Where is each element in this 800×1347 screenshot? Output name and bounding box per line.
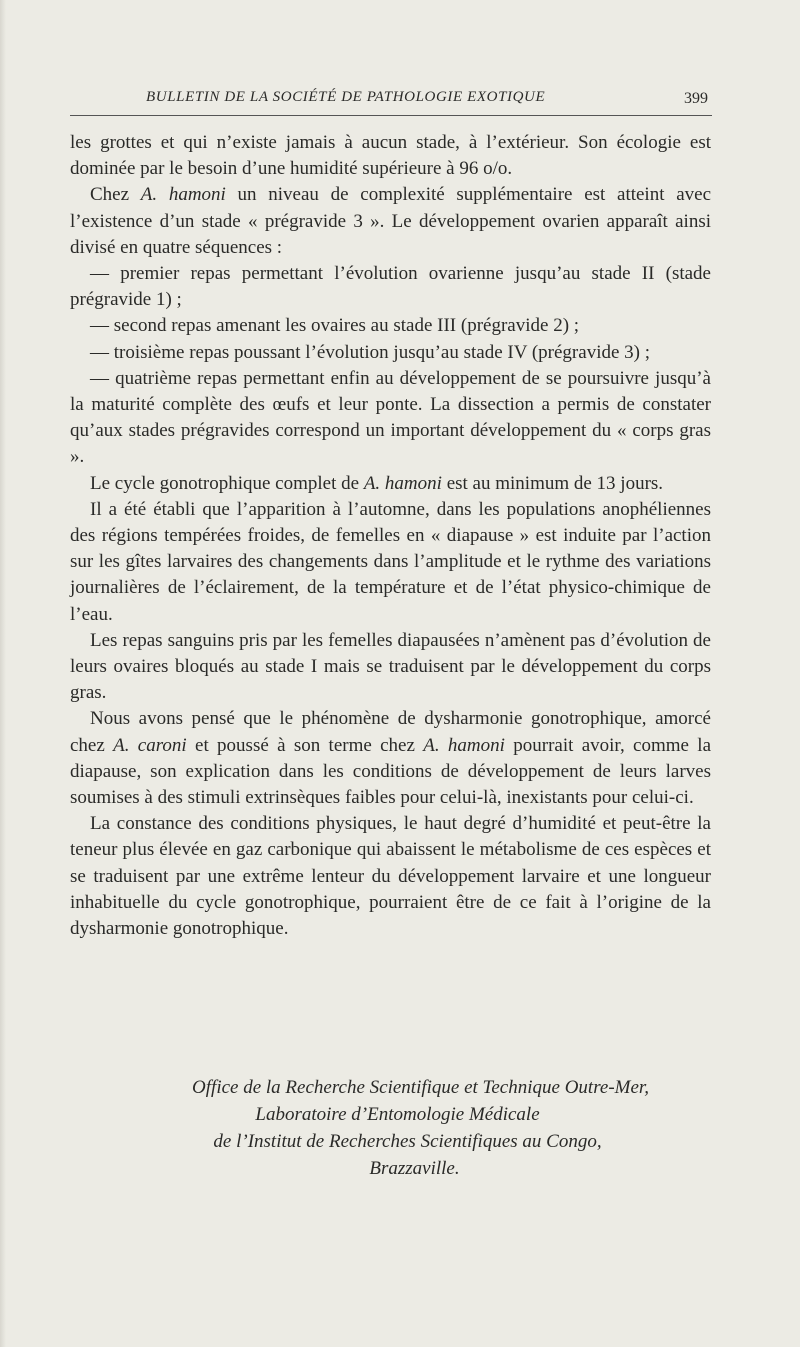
- header-rule: [70, 115, 712, 116]
- list-item: — quatrième repas permettant enfin au développement de se poursuivre jusqu’à la maturité complète des œufs et leur ponte. La dissection a permis de constater qu’aux stades prégravides correspond un important développement du « corps gras ».: [70, 367, 711, 468]
- species-name: A. hamoni: [363, 472, 442, 494]
- paragraph: Nous avons pensé que le phénomène de dysharmonie gonotrophique, amorcé chez A. caroni et poussé à son terme chez A. hamoni pourrait avoir, comme la diapause, son explication dans les conditions de développement de leurs larves soumises à des stimuli extrinsèques faibles pour celui-là, inexistants pour celui-ci.: [70, 708, 711, 809]
- paragraph: Le cycle gonotrophique complet de A. hamoni est au minimum de 13 jours.: [90, 472, 664, 494]
- running-title: BULLETIN DE LA SOCIÉTÉ DE PATHOLOGIE EXOTIQUE: [146, 89, 546, 105]
- affiliation-line: Office de la Recherche Scientifique et Technique Outre-Mer,: [192, 1077, 649, 1098]
- affiliation-line: Laboratoire d’Entomologie Médicale: [255, 1104, 540, 1125]
- affiliation-line: Brazzaville.: [369, 1158, 460, 1179]
- species-name: A. caroni: [113, 734, 187, 756]
- paragraph: les grottes et qui n’existe jamais à aucun stade, à l’extérieur. Son écologie est dominée par le besoin d’une humidité supérieure à 96 o/o.: [70, 132, 711, 180]
- species-name: A. hamoni: [140, 184, 226, 206]
- paragraph: Chez A. hamoni un niveau de complexité supplémentaire est atteint avec l’existence d’un stade « prégravide 3 ». Le développement ovarien apparaît ainsi divisé en quatre séquences :: [70, 184, 712, 258]
- list-item: — troisième repas poussant l’évolution jusqu’au stade IV (prégravide 3) ;: [90, 341, 651, 363]
- affiliation-block: [70, 1074, 711, 1182]
- page-number: 399: [684, 90, 708, 107]
- list-item: — second repas amenant les ovaires au stade III (prégravide 2) ;: [90, 315, 580, 337]
- paragraph: La constance des conditions physiques, le haut degré d’humidité et peut-être la teneur plus élevée en gaz carbonique qui abaissent le métabolisme de ces espèces et se traduisent par une extrême lenteur du développement larvaire et une longueur inhabituelle du cycle gonotrophique, pourraient être de ce fait à l’origine de la dysharmonie gonotrophique.: [70, 813, 711, 940]
- affiliation-line: de l’Institut de Recherches Scientifiques au Congo,: [213, 1131, 602, 1152]
- body-text: [70, 130, 711, 942]
- page-header: [70, 84, 712, 120]
- paragraph: Il a été établi que l’apparition à l’automne, dans les populations anophéliennes des régions tempérées froides, de femelles en « diapause » est induite par l’action sur les gîtes larvaires des changements dans l’amplitude et le rythme des variations journalières de l’éclairement, de la température et de l’état physico-chimique de l’eau.: [70, 498, 711, 625]
- species-name: A. hamoni: [423, 734, 505, 756]
- page-edge: [0, 0, 6, 1347]
- paragraph: Les repas sanguins pris par les femelles diapausées n’amènent pas d’évolution de leurs ovaires bloqués au stade I mais se traduisent par le développement du corps gras.: [70, 629, 711, 704]
- list-item: — premier repas permettant l’évolution ovarienne jusqu’au stade II (stade prégravide 1) ;: [70, 263, 711, 311]
